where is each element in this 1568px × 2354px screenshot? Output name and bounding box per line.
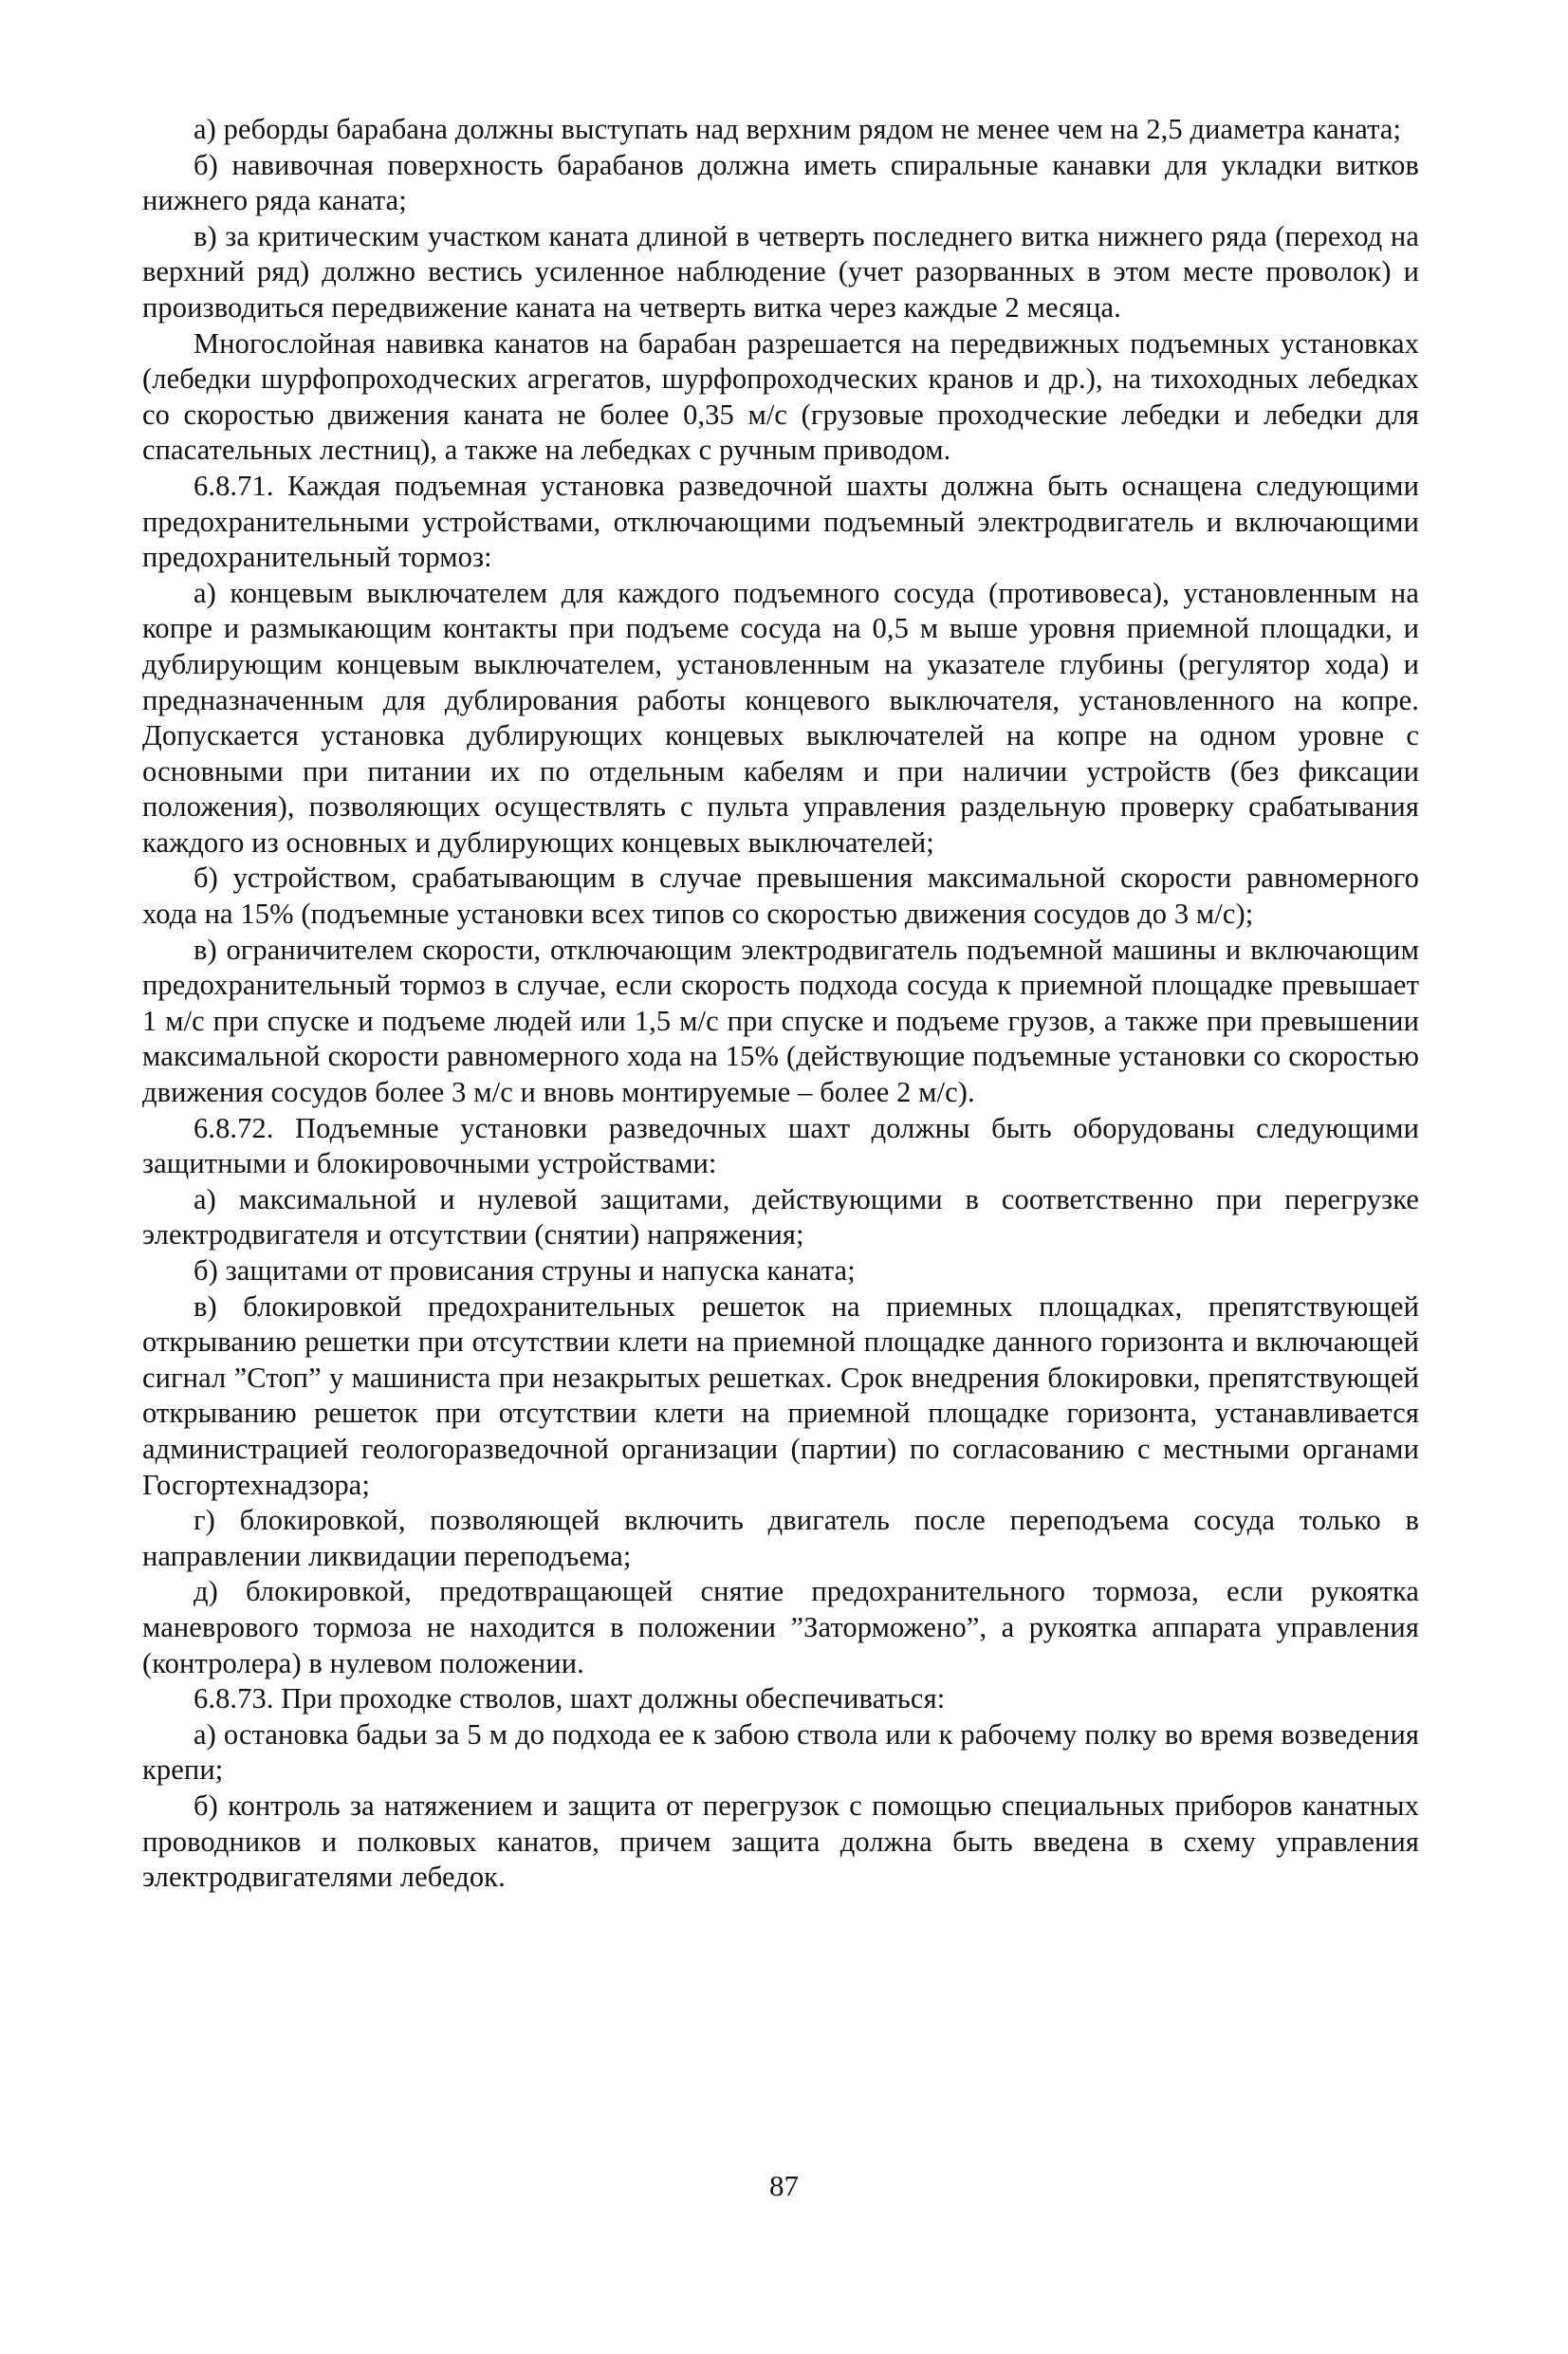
paragraph-g-overwind-interlock: г) блокировкой, позволяющей включить двигатель после переподъема сосуда только в направлении ликвидации переподъема; bbox=[142, 1504, 1419, 1572]
page-number: 87 bbox=[769, 2169, 799, 2202]
paragraph-b-tension-control: б) контроль за натяжением и защита от перегрузок с помощью специальных приборов канатных проводников и полковых канатов, причем защита должна быть введена в схему управления электродвигателями лебедок. bbox=[142, 1789, 1419, 1894]
paragraph-b-drum-surface: б) навивочная поверхность барабанов должна иметь спиральные канавки для укладки витков нижнего ряда каната; bbox=[142, 148, 1419, 217]
page-body bbox=[142, 112, 1419, 1896]
paragraph-a-bucket-stop: а) остановка бадьи за 5 м до подхода ее к забою ствола или к рабочему полку во время возведения крепи; bbox=[142, 1717, 1419, 1787]
paragraph-v-gate-interlock: в) блокировкой предохранительных решеток на приемных площадках, препятствующей открыванию решетки при отсутствии клети на приемной площадке данного горизонта и включающей сигнал ”Стоп” у машиниста при незакрытых решетках. Срок внедрения блокировки, препятствующей открыванию решеток при отсутствии клети на приемной площадке горизонта, устанавливается администрацией геологоразведочной организации (партии) по согласованию с местными органами Госгортехнадзора; bbox=[142, 1289, 1419, 1501]
paragraph-v-speed-limiter: в) ограничителем скорости, отключающим электродвигатель подъемной машины и включающим предохранительный тормоз в случае, если скорость подхода сосуда к приемной площадке превышает 1 м/с при спуске и подъеме людей или 1,5 м/с при спуске и подъеме грузов, а также при превышении максимальной скорости равномерного хода на 15% (действующие подъемные установки со скоростью движения сосудов более 3 м/с и вновь монтируемые – более 2 м/с). bbox=[142, 933, 1419, 1109]
paragraph-d-brake-interlock: д) блокировкой, предотвращающей снятие предохранительного тормоза, если рукоятка маневрового тормоза не находится в положении ”Заторможено”, а рукоятка аппарата управления (контролера) в нулевом положении. bbox=[142, 1575, 1419, 1679]
section-6-8-73: 6.8.73. При проходке стволов, шахт должны обеспечиваться: bbox=[194, 1682, 946, 1715]
paragraph-v-critical-section: в) за критическим участком каната длиной в четверть последнего витка нижнего ряда (переход на верхний ряд) должно вестись усиленное наблюдение (учет разорванных в этом месте проволок) и производиться передвижение каната на четверть витка через каждые 2 месяца. bbox=[142, 219, 1419, 324]
paragraph-b-overspeed-device: б) устройством, срабатывающим в случае превышения максимальной скорости равномерного хода на 15% (подъемные установки всех типов со скоростью движения сосудов до 3 м/с); bbox=[142, 862, 1419, 931]
section-6-8-72: 6.8.72. Подъемные установки разведочных шахт должны быть оборудованы следующими защитными и блокировочными устройствами: bbox=[142, 1111, 1419, 1180]
paragraph-a-limit-switch: а) концевым выключателем для каждого подъемного сосуда (противовеса), установленным на копре и размыкающим контакты при подъеме сосуда на 0,5 м выше уровня приемной площадки, и дублирующим концевым выключателем, установленным на указателе глубины (регулятор хода) и предназначенным для дублирования работы концевого выключателя, установленного на копре. Допускается установка дублирующих концевых выключателей на копре на одном уровне с основными при питании их по отдельным кабелям и при наличии устройств (без фиксации положения), позволяющих осуществлять с пульта управления раздельную проверку срабатывания каждого из основных и дублирующих концевых выключателей; bbox=[142, 576, 1419, 859]
section-6-8-71: 6.8.71. Каждая подъемная установка разведочной шахты должна быть оснащена следующими предохранительными устройствами, отключающими подъемный электродвигатель и включающими предохранительный тормоз: bbox=[142, 469, 1419, 574]
paragraph-a-flanges: а) реборды барабана должны выступать над верхним рядом не менее чем на 2,5 диаметра каната; bbox=[194, 113, 1402, 145]
paragraph-a-max-zero-protection: а) максимальной и нулевой защитами, действующими в соответственно при перегрузке электродвигателя и отсутствии (снятии) напряжения; bbox=[142, 1182, 1419, 1251]
paragraph-multilayer-winding: Многослойная навивка канатов на барабан разрешается на передвижных подъемных установках (лебедки шурфопроходческих агрегатов, шурфопроходческих кранов и др.), на тихоходных лебедках со скоростью движения каната не более 0,35 м/с (грузовые проходческие лебедки и лебедки для спасательных лестниц), а также на лебедках с ручным приводом. bbox=[142, 326, 1419, 467]
paragraph-b-slack-rope-protection: б) защитами от провисания струны и напуска каната; bbox=[194, 1254, 856, 1287]
